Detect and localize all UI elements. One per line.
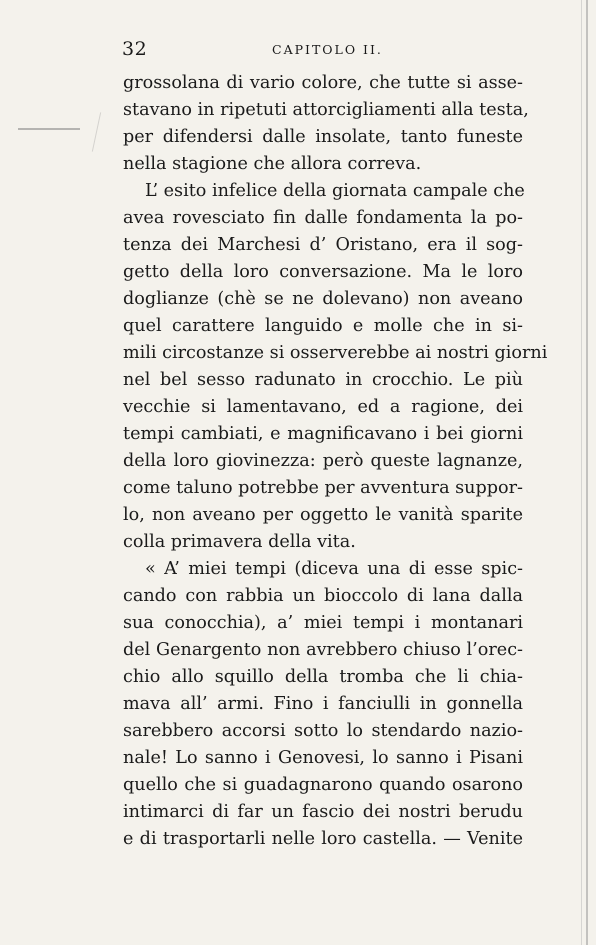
text-line: quello che si guadagnarono quando osarono xyxy=(123,775,523,795)
text-line: cando con rabbia un bioccolo di lana dalla xyxy=(123,586,523,606)
text-line: come taluno potrebbe per avventura suppor- xyxy=(123,478,523,498)
running-head: CAPITOLO II. xyxy=(272,42,383,57)
text-line: chio allo squillo della tromba che li chia- xyxy=(123,667,523,687)
text-line: colla primavera della vita. xyxy=(123,532,356,552)
text-line: L’ esito infelice della giornata campale che xyxy=(145,181,525,201)
text-line: sua conocchia), a’ miei tempi i montanari xyxy=(123,613,523,633)
margin-pencil-stroke xyxy=(92,112,101,151)
text-line: mili circostanze si osserverebbe ai nostri giorni xyxy=(123,343,548,363)
text-line: stavano in ripetuti attorcigliamenti alla testa, xyxy=(123,100,529,120)
text-line: del Genargento non avrebbero chiuso l’orec- xyxy=(123,640,523,660)
text-line: nella stagione che allora correva. xyxy=(123,154,422,174)
margin-pencil-mark xyxy=(18,128,80,130)
text-line: quel carattere languido e molle che in si- xyxy=(123,316,523,336)
text-line: doglianze (chè se ne dolevano) non aveano xyxy=(123,289,523,309)
text-line: nel bel sesso radunato in crocchio. Le più xyxy=(123,370,523,390)
text-line: della loro giovinezza: però queste lagnanze, xyxy=(123,451,523,471)
text-line: nale! Lo sanno i Genovesi, lo sanno i Pisani xyxy=(123,748,523,768)
text-line: per difendersi dalle insolate, tanto funeste xyxy=(123,127,523,147)
text-line: tempi cambiati, e magnificavano i bei giorni xyxy=(123,424,523,444)
page-header xyxy=(122,38,520,64)
text-line: lo, non aveano per oggetto le vanità sparite xyxy=(123,505,523,525)
text-line: e di trasportarli nelle loro castella. — Venite xyxy=(123,829,523,849)
text-line: getto della loro conversazione. Ma le loro xyxy=(123,262,523,282)
text-line: sarebbero accorsi sotto lo stendardo nazio- xyxy=(123,721,523,741)
text-line: tenza dei Marchesi d’ Oristano, era il sog- xyxy=(123,235,523,255)
page-edge-inner xyxy=(581,0,582,945)
page-number: 32 xyxy=(122,38,148,60)
text-line: « A’ miei tempi (diceva una di esse spic- xyxy=(145,559,523,579)
body-text xyxy=(123,70,548,853)
text-line: mava all’ armi. Fino i fanciulli in gonnella xyxy=(123,694,523,714)
text-line: intimarci di far un fascio dei nostri berudu xyxy=(123,802,523,822)
page-edge xyxy=(586,0,588,945)
text-line: vecchie si lamentavano, ed a ragione, dei xyxy=(123,397,523,417)
text-line: grossolana di vario colore, che tutte si asse- xyxy=(123,73,523,93)
text-line: avea rovesciato fin dalle fondamenta la po- xyxy=(123,208,523,228)
